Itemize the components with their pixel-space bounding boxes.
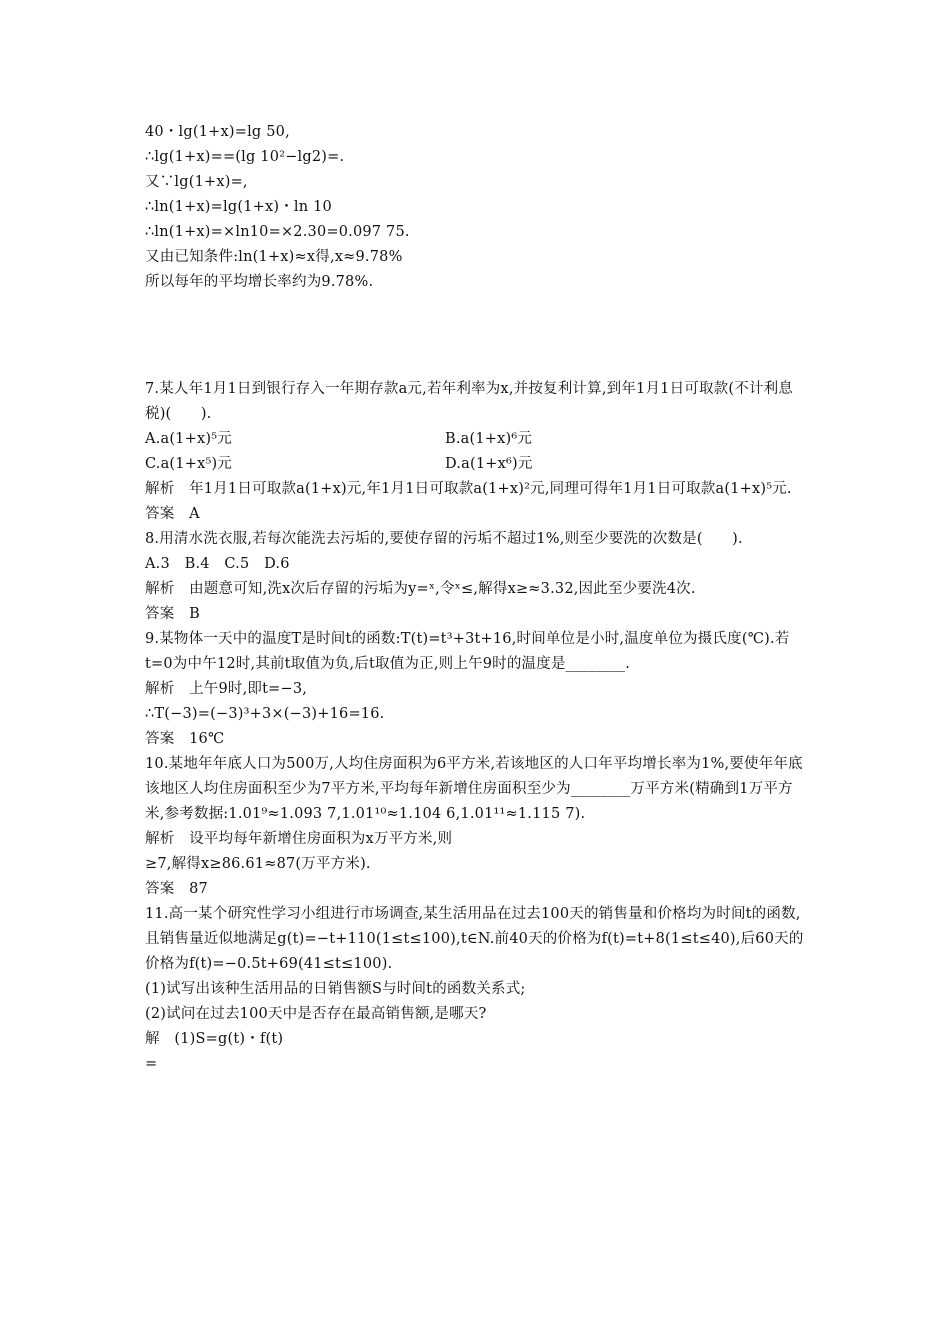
option-b: B.a(1+x)⁶元 xyxy=(445,431,533,447)
question-7 xyxy=(145,377,810,527)
options-row: A.3 B.4 C.5 D.6 xyxy=(145,556,290,572)
analysis: 解析 设平均每年新增住房面积为x万平方米,则 xyxy=(145,831,453,847)
question-8 xyxy=(145,527,810,627)
options-row xyxy=(145,452,810,477)
analysis: 解析 由题意可知,洗x次后存留的污垢为y=ˣ,令ˣ≤,解得x≥≈3.32,因此至少要洗4次. xyxy=(145,581,696,597)
sub-question-1: (1)试写出该种生活用品的日销售额S与时间t的函数关系式; xyxy=(145,981,526,997)
answer: 答案 A xyxy=(145,506,200,522)
answer: 答案 B xyxy=(145,606,200,622)
document-body xyxy=(145,120,810,1077)
analysis: 解析 年1月1日可取款a(1+x)元,年1月1日可取款a(1+x)²元,同理可得年1月1日可取款a(1+x)⁵元. xyxy=(145,481,792,497)
option-a: A.a(1+x)⁵元 xyxy=(145,431,232,447)
question-stem: 10.某地年年底人口为500万,人均住房面积为6平方米,若该地区的人口年平均增长率为1%,要使年年底该地区人均住房面积至少为7平方米,平均每年新增住房面积至少为________万平方米(精确到1万平方米,参考数据:1.01⁹≈1.093 7,1.01¹⁰≈1.104 6,1.01¹¹≈1.115 7). xyxy=(145,756,803,822)
solution: 解 (1)S=g(t)・f(t) xyxy=(145,1031,284,1047)
option-d: D.a(1+x⁶)元 xyxy=(445,456,533,472)
text-line: 所以每年的平均增长率约为9.78%. xyxy=(145,274,374,290)
analysis: 解析 上午9时,即t=−3, xyxy=(145,681,308,697)
question-11 xyxy=(145,902,810,1077)
question-stem: 11.高一某个研究性学习小组进行市场调查,某生活用品在过去100天的销售量和价格均为时间t的函数,且销售量近似地满足g(t)=−t+110(1≤t≤100),t∈N.前40天的价格为f(t)=t+8(1≤t≤40),后60天的价格为f(t)=−0.5t+69(41≤t≤100). xyxy=(145,906,804,972)
question-stem: 7.某人年1月1日到银行存入一年期存款a元,若年利率为x,并按复利计算,到年1月1日可取款(不计利息税)( ). xyxy=(145,381,794,422)
answer: 答案 16℃ xyxy=(145,731,225,747)
options-row xyxy=(145,427,810,452)
question-stem: 9.某物体一天中的温度T是时间t的函数:T(t)=t³+3t+16,时间单位是小时,温度单位为摄氏度(℃).若t=0为中午12时,其前t取值为负,后t取值为正,则上午9时的温度是________. xyxy=(145,631,790,672)
question-stem: 8.用清水洗衣服,若每次能洗去污垢的,要使存留的污垢不超过1%,则至少要洗的次数是( ). xyxy=(145,531,743,547)
calculation: ∴T(−3)=(−3)³+3×(−3)+16=16. xyxy=(145,706,385,722)
text-line: ∴lg(1+x)==(lg 10²−lg2)=. xyxy=(145,149,345,165)
text-line: ∴ln(1+x)=lg(1+x)・ln 10 xyxy=(145,199,332,215)
solution-continuation xyxy=(145,120,810,295)
text-line: 又∵lg(1+x)=, xyxy=(145,174,248,190)
calculation: ≥7,解得x≥86.61≈87(万平方米). xyxy=(145,856,371,872)
blank-gap xyxy=(145,295,810,377)
question-10 xyxy=(145,752,810,902)
text-line: 40・lg(1+x)=lg 50, xyxy=(145,124,290,140)
answer: 答案 87 xyxy=(145,881,208,897)
text-line: 又由已知条件:ln(1+x)≈x得,x≈9.78% xyxy=(145,249,403,265)
text-line: ∴ln(1+x)=×ln10=×2.30=0.097 75. xyxy=(145,224,410,240)
question-9 xyxy=(145,627,810,752)
option-c: C.a(1+x⁵)元 xyxy=(145,456,233,472)
sub-question-2: (2)试问在过去100天中是否存在最高销售额,是哪天? xyxy=(145,1006,487,1022)
equation-line: = xyxy=(145,1056,158,1072)
